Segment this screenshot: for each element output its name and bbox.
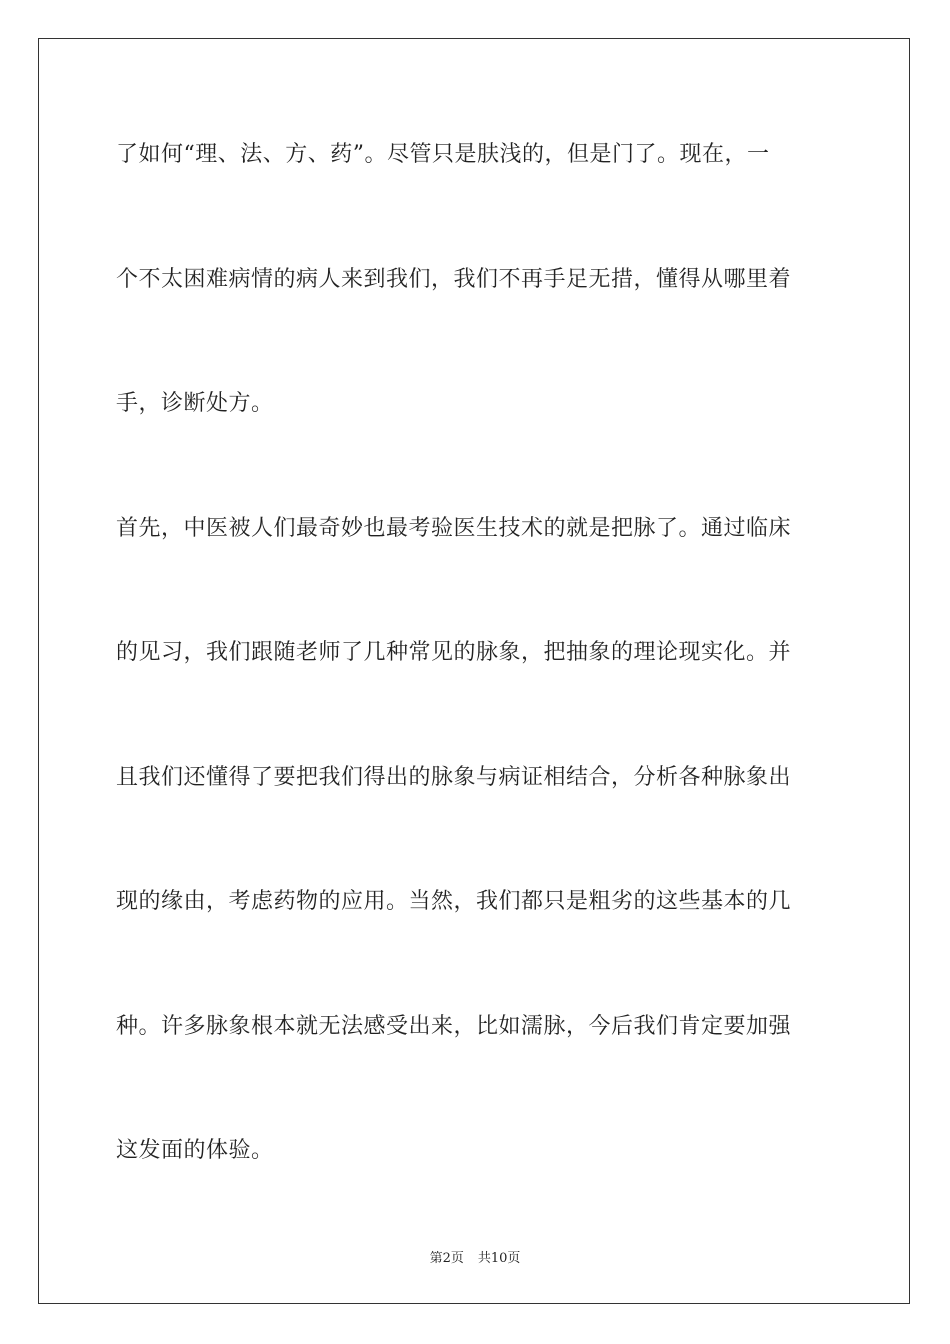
text-line-block xyxy=(116,1120,836,1245)
text-line-block xyxy=(116,124,836,249)
text-line-1: 了如何“理、法、方、药”。尽管只是肤浅的，但是门了。现在，一 xyxy=(116,142,770,167)
page-total: 共10页 xyxy=(477,1251,521,1266)
text-line-6: 且我们还懂得了要把我们得出的脉象与病证相结合，分析各种脉象出 xyxy=(116,764,792,790)
document-body xyxy=(116,124,836,1245)
text-line-5: 的见习，我们跟随老师了几种常见的脉象，把抽象的理论现实化。并 xyxy=(116,640,792,665)
text-line-block xyxy=(116,622,836,747)
page-number: 第2页 xyxy=(429,1251,464,1266)
text-line-3: 手，诊断处方。 xyxy=(116,391,274,416)
text-line-7: 现的缘由，考虑药物的应用。当然，我们都只是粗劣的这些基本的几 xyxy=(116,889,792,914)
text-line-block xyxy=(116,871,836,996)
text-line-8: 种。许多脉象根本就无法感受出来，比如濡脉，今后我们肯定要加强 xyxy=(116,1013,792,1039)
text-line-block xyxy=(116,996,836,1121)
text-line-block xyxy=(116,747,836,872)
text-line-block xyxy=(116,373,836,498)
text-line-4: 首先，中医被人们最奇妙也最考验医生技术的就是把脉了。通过临床 xyxy=(116,515,792,541)
page-footer xyxy=(0,1247,950,1266)
text-line-block xyxy=(116,249,836,374)
text-line-2: 个不太困难病情的病人来到我们，我们不再手足无措，懂得从哪里着 xyxy=(116,266,792,292)
text-line-9: 这发面的体验。 xyxy=(116,1138,274,1163)
text-line-block xyxy=(116,498,836,623)
